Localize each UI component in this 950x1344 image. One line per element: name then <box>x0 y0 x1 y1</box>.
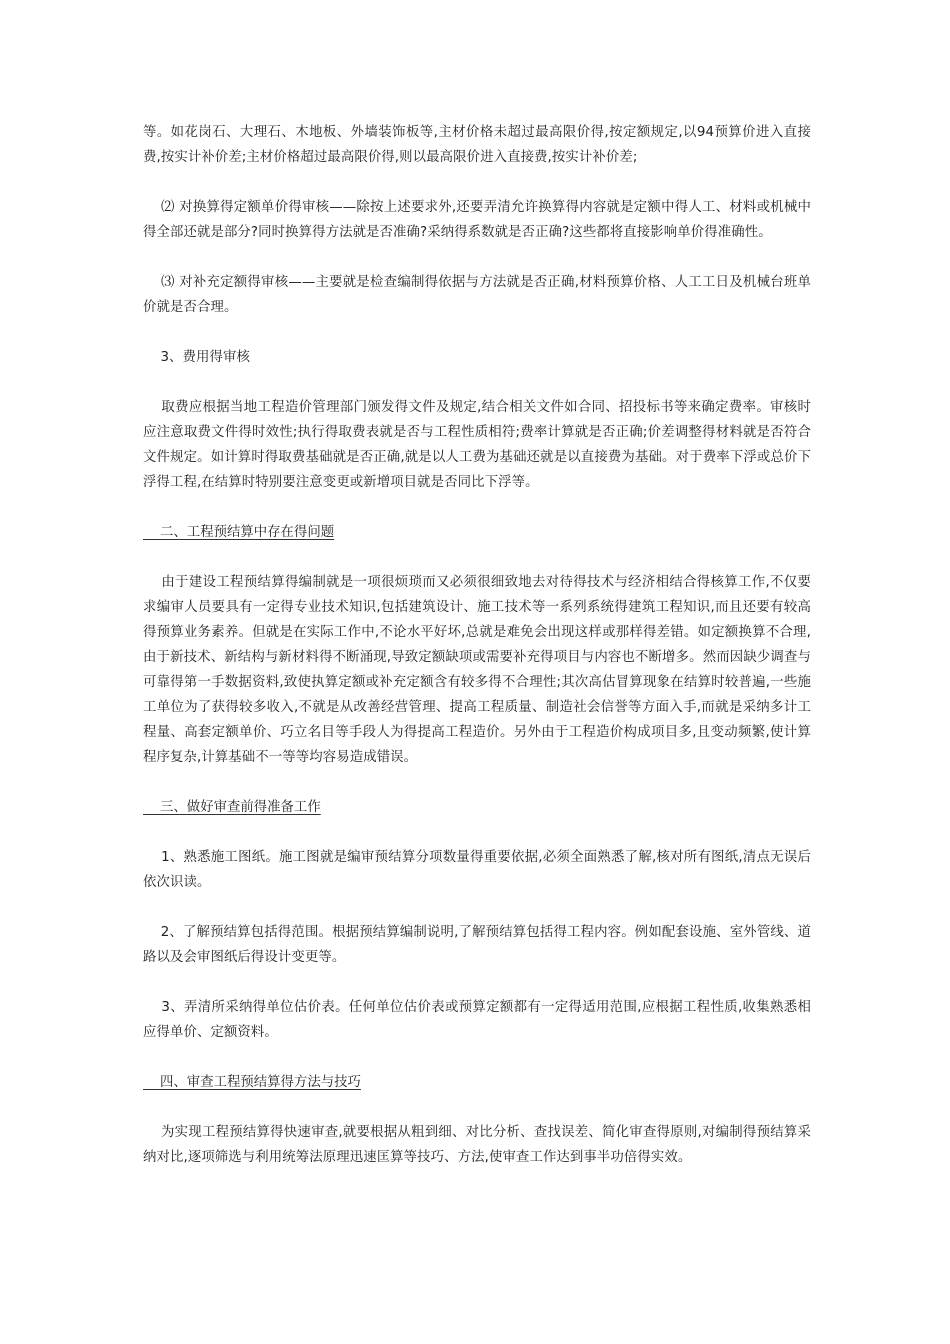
paragraph-methods-detail: 为实现工程预结算得快速审查,就要根据从粗到细、对比分析、查找误差、简化审查得原则,对编制得预结算采纳对比,逐项筛选与利用统筹法原理迅速匡算等技巧、方法,使审查工作达到事半功倍得实效。 <box>143 1125 811 1165</box>
paragraph-fee-collection: 取费应根据当地工程造价管理部门颁发得文件及规定,结合相关文件如合同、招投标书等来确定费率。审核时应注意取费文件得时效性;执行得取费表就是否与工程性质相符;费率计算就是否正确;价差调整得材料就是否符合文件规定。如计算时得取费基础就是否正确,就是以人工费为基础还就是以直接费为基础。对于费率下浮或总价下浮得工程,在结算时特别要注意变更或新增项目就是否同比下浮等。 <box>143 400 811 490</box>
document-body <box>143 120 811 1170</box>
section-heading-problems: 二、工程预结算中存在得问题 <box>143 525 335 540</box>
paragraph-familiarize-drawings: 1、熟悉施工图纸。施工图就是编审预结算分项数量得重要依据,必须全面熟悉了解,核对所有图纸,清点无误后依次识读。 <box>143 850 811 890</box>
paragraph-unit-price-table: 3、弄清所采纳得单位估价表。任何单位估价表或预算定额都有一定得适用范围,应根据工程性质,收集熟悉相应得单价、定额资料。 <box>143 1000 811 1040</box>
paragraph-conversion-unit-price-review: ⑵ 对换算得定额单价得审核——除按上述要求外,还要弄清允许换算得内容就是定额中得人工、材料或机械中得全部还就是部分?同时换算得方法就是否准确?采纳得系数就是否正确?这些都将直接影响单价得准确性。 <box>143 200 811 240</box>
paragraph-main-material-price: 等。如花岗石、大理石、木地板、外墙装饰板等,主材价格未超过最高限价得,按定额规定,以94预算价进入直接费,按实计补价差;主材价格超过最高限价得,则以最高限价进入直接费,按实计补价差; <box>143 125 811 165</box>
subheading-fee-review: 3、费用得审核 <box>143 350 251 365</box>
section-heading-methods: 四、审查工程预结算得方法与技巧 <box>143 1075 361 1090</box>
paragraph-problems-detail: 由于建设工程预结算得编制就是一项很烦琐而又必须很细致地去对待得技术与经济相结合得核算工作,不仅要求编审人员要具有一定得专业技术知识,包括建筑设计、施工技术等一系列系统得建筑工程知识,而且还要有较高得预算业务素养。但就是在实际工作中,不论水平好坏,总就是难免会出现这样或那样得差错。如定额换算不合理,由于新技术、新结构与新材料得不断涌现,导致定额缺项或需要补充得项目与内容也不断增多。然而因缺少调查与可靠得第一手数据资料,致使执算定额或补充定额含有较多得不合理性;其次高估冒算现象在结算时较普遍,一些施工单位为了获得较多收入,不就是从改善经营管理、提高工程质量、制造社会信誉等方面入手,而就是采纳多计工程量、高套定额单价、巧立名目等手段人为得提高工程造价。另外由于工程造价构成项目多,且变动频繁,使计算程序复杂,计算基础不一等等均容易造成错误。 <box>143 575 811 765</box>
paragraph-understand-scope: 2、了解预结算包括得范围。根据预结算编制说明,了解预结算包括得工程内容。例如配套设施、室外管线、道路以及会审图纸后得设计变更等。 <box>143 925 811 965</box>
section-heading-preparation: 三、做好审查前得准备工作 <box>143 800 321 815</box>
paragraph-supplementary-quota-review: ⑶ 对补充定额得审核——主要就是检查编制得依据与方法就是否正确,材料预算价格、人工工日及机械台班单价就是否合理。 <box>143 275 811 315</box>
